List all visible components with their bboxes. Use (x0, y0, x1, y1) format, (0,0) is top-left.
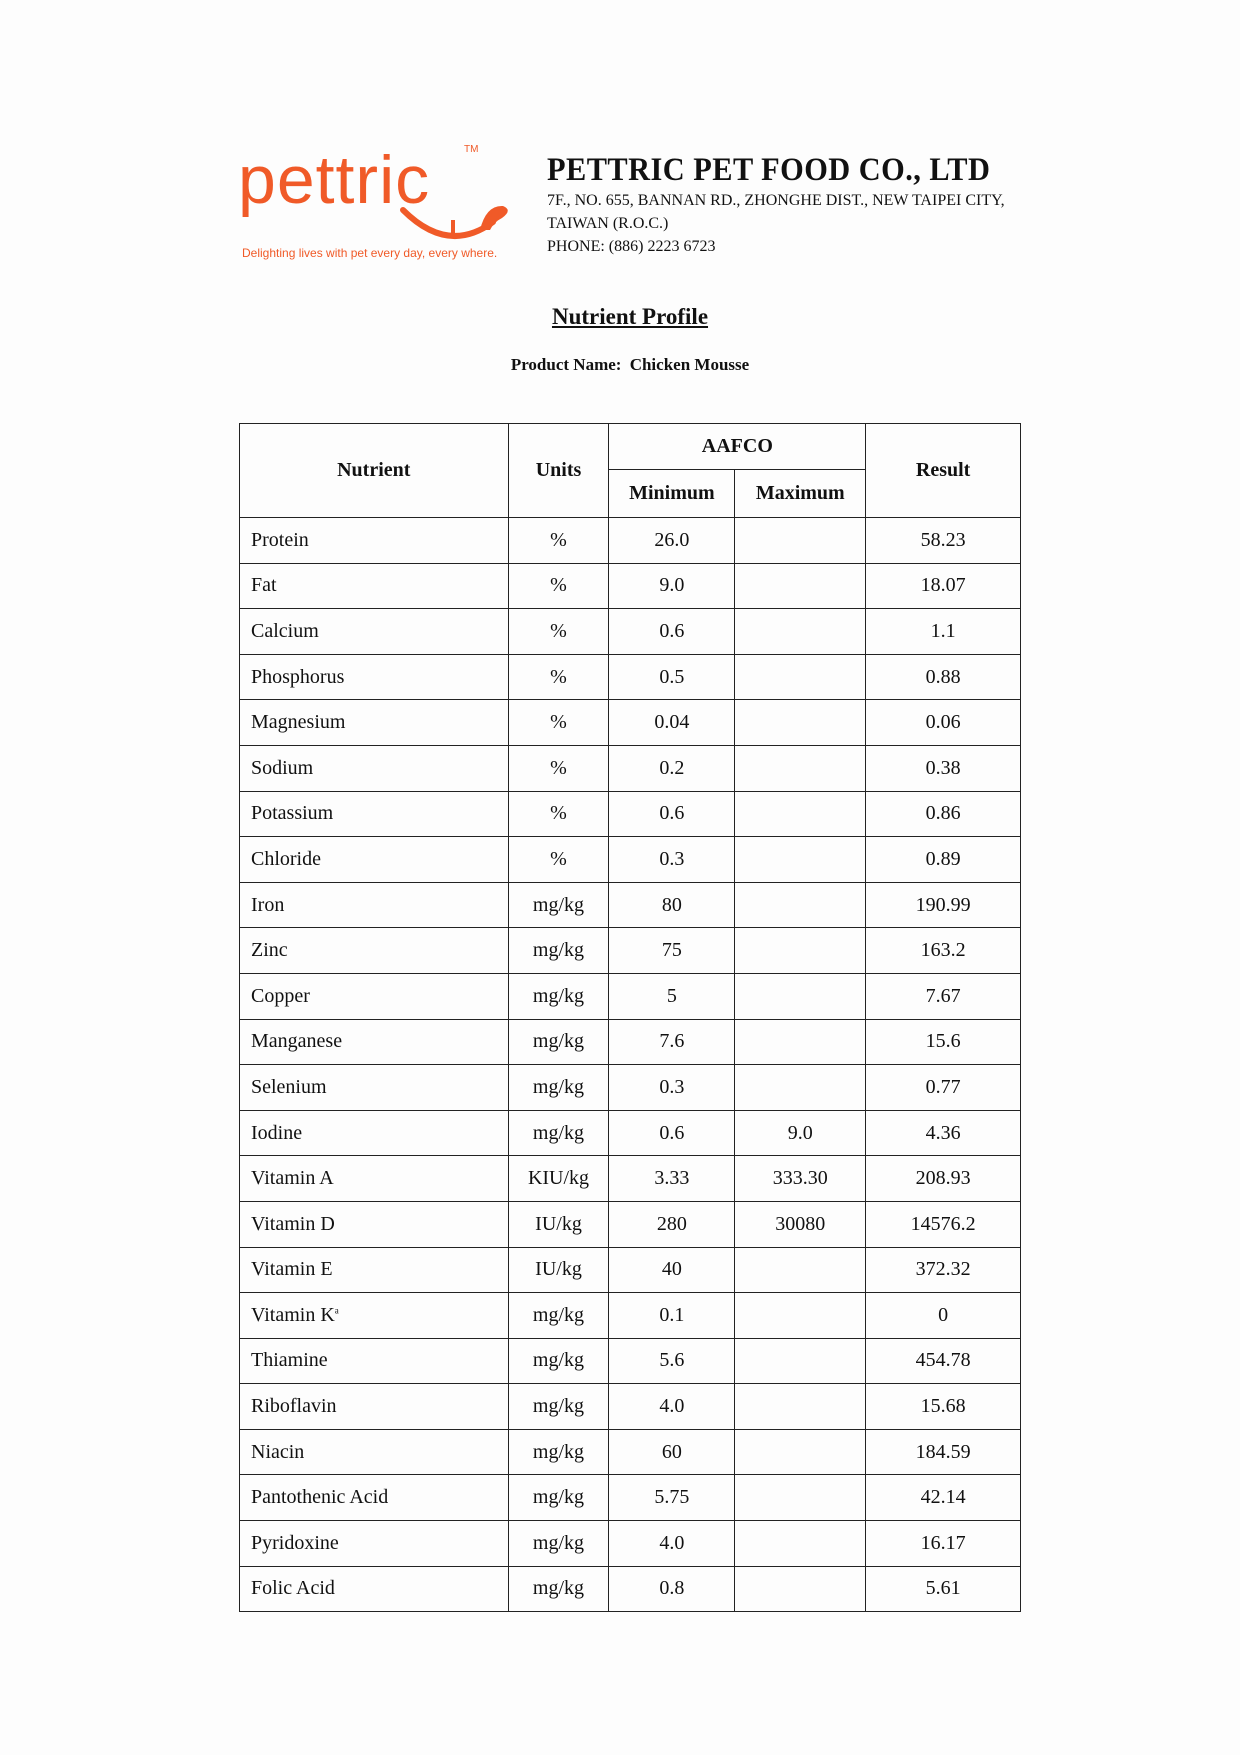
result-cell-text: 5.61 (925, 1577, 961, 1600)
units-cell-text: mg/kg (532, 1531, 585, 1554)
minimum-cell (609, 1065, 735, 1111)
table-row (240, 1384, 1021, 1430)
units-cell-text: mg/kg (532, 1121, 585, 1144)
minimum-cell-text: 7.6 (659, 1030, 685, 1053)
nutrient-cell-text: Iron (251, 893, 285, 916)
logo-tagline: Delighting lives with pet every day, every where. (242, 246, 498, 260)
units-cell (508, 745, 609, 791)
nutrient-cell (240, 837, 509, 883)
company-name: PETTRIC PET FOOD CO., LTD (547, 152, 991, 188)
result-cell (866, 1110, 1021, 1156)
units-cell (508, 563, 609, 609)
minimum-cell (609, 837, 735, 883)
maximum-cell (735, 1110, 866, 1156)
minimum-cell-text: 3.33 (654, 1167, 690, 1190)
maximum-cell (735, 1566, 866, 1612)
nutrient-cell (240, 609, 509, 655)
header-aafco: AAFCO (609, 424, 866, 470)
maximum-cell (735, 1065, 866, 1111)
table-row (240, 1475, 1021, 1521)
maximum-cell (735, 1429, 866, 1475)
minimum-cell (609, 882, 735, 928)
result-cell-text: 208.93 (915, 1167, 971, 1190)
result-cell-text: 7.67 (925, 984, 961, 1007)
units-cell-text: mg/kg (532, 1075, 585, 1098)
minimum-cell-text: 0.1 (659, 1303, 685, 1326)
nutrient-cell-text: Potassium (251, 802, 334, 825)
nutrient-cell (240, 1065, 509, 1111)
header-units: Units (508, 424, 609, 518)
nutrient-cell-text: Niacin (251, 1440, 305, 1463)
units-cell (508, 1566, 609, 1612)
result-cell-text: 4.36 (925, 1121, 961, 1144)
nutrient-cell (240, 1247, 509, 1293)
maximum-cell (735, 837, 866, 883)
units-cell-text: % (550, 756, 567, 779)
minimum-cell-text: 9.0 (659, 574, 685, 597)
minimum-cell (609, 700, 735, 746)
result-cell-text: 58.23 (920, 528, 966, 551)
result-cell-text: 15.68 (920, 1395, 966, 1418)
result-cell-text: 0.86 (925, 802, 961, 825)
result-cell (866, 563, 1021, 609)
maximum-cell (735, 1384, 866, 1430)
maximum-cell-text: 333.30 (772, 1167, 828, 1190)
table-row (240, 563, 1021, 609)
units-cell-text: KIU/kg (527, 1167, 590, 1190)
maximum-cell (735, 882, 866, 928)
nutrient-cell-text: Vitamin E (251, 1258, 333, 1281)
minimum-cell-text: 0.6 (659, 1121, 685, 1144)
units-cell-text: mg/kg (532, 1486, 585, 1509)
minimum-cell-text: 26.0 (654, 528, 690, 551)
nutrient-cell-text: Vitamin K (251, 1303, 335, 1326)
minimum-cell (609, 1110, 735, 1156)
maximum-cell (735, 518, 866, 564)
minimum-cell (609, 1338, 735, 1384)
maximum-cell (735, 1156, 866, 1202)
nutrient-cell (240, 1475, 509, 1521)
minimum-cell-text: 60 (661, 1440, 682, 1463)
maximum-cell (735, 700, 866, 746)
nutrient-cell (240, 1293, 509, 1339)
nutrient-cell (240, 1429, 509, 1475)
product-name-value: Chicken Mousse (629, 355, 750, 374)
table-row (240, 1566, 1021, 1612)
maximum-cell (735, 1293, 866, 1339)
minimum-cell-text: 75 (661, 939, 682, 962)
units-cell (508, 518, 609, 564)
result-cell-text: 18.07 (920, 574, 966, 597)
minimum-cell-text: 0.6 (659, 619, 685, 642)
result-cell (866, 1566, 1021, 1612)
table-row (240, 973, 1021, 1019)
nutrient-cell-text: Manganese (251, 1030, 343, 1053)
company-phone: PHONE: (886) 2223 6723 (547, 238, 716, 255)
result-cell (866, 1247, 1021, 1293)
result-cell (866, 928, 1021, 974)
minimum-cell (609, 1293, 735, 1339)
nutrient-cell (240, 973, 509, 1019)
maximum-cell (735, 654, 866, 700)
nutrient-cell-text: Calcium (251, 619, 319, 642)
minimum-cell (609, 1429, 735, 1475)
product-name (0, 355, 1240, 375)
units-cell-text: mg/kg (532, 1303, 585, 1326)
maximum-cell (735, 928, 866, 974)
result-cell (866, 700, 1021, 746)
units-cell (508, 791, 609, 837)
company-address-line1: 7F., NO. 655, BANNAN RD., ZHONGHE DIST., NEW TAIPEI CITY, (547, 192, 1005, 209)
table-row (240, 1110, 1021, 1156)
nutrient-cell (240, 563, 509, 609)
result-cell-text: 16.17 (920, 1531, 966, 1554)
maximum-cell (735, 1201, 866, 1247)
maximum-cell-text: 30080 (775, 1212, 826, 1235)
units-cell-text: mg/kg (532, 939, 585, 962)
nutrient-cell-text: Thiamine (251, 1349, 328, 1372)
nutrient-cell-text: Folic Acid (251, 1577, 335, 1600)
units-cell (508, 1475, 609, 1521)
maximum-cell (735, 1338, 866, 1384)
result-cell (866, 1293, 1021, 1339)
header-maximum: Maximum (735, 470, 866, 518)
company-info (547, 152, 1029, 258)
minimum-cell-text: 80 (661, 893, 682, 916)
nutrient-cell-text: Riboflavin (251, 1395, 337, 1418)
result-cell (866, 1475, 1021, 1521)
product-name-label: Product Name: (510, 355, 622, 374)
nutrient-cell-text: Fat (251, 574, 277, 597)
minimum-cell-text: 0.5 (659, 665, 685, 688)
table-row (240, 1429, 1021, 1475)
result-cell-text: 1.1 (930, 619, 956, 642)
result-cell (866, 791, 1021, 837)
table-row (240, 1156, 1021, 1202)
minimum-cell-text: 4.0 (659, 1531, 685, 1554)
minimum-cell (609, 1201, 735, 1247)
nutrient-cell-text: Zinc (251, 939, 288, 962)
nutrient-cell (240, 1521, 509, 1567)
table-row (240, 1293, 1021, 1339)
nutrient-cell (240, 1201, 509, 1247)
minimum-cell (609, 791, 735, 837)
result-cell (866, 518, 1021, 564)
maximum-cell (735, 1475, 866, 1521)
result-cell (866, 1521, 1021, 1567)
units-cell-text: IU/kg (535, 1212, 582, 1235)
result-cell-text: 454.78 (915, 1349, 971, 1372)
nutrient-cell (240, 654, 509, 700)
minimum-cell (609, 1247, 735, 1293)
minimum-cell-text: 5.75 (654, 1486, 690, 1509)
company-address-line2: TAIWAN (R.O.C.) (547, 215, 669, 232)
units-cell-text: mg/kg (532, 1030, 585, 1053)
table-row (240, 882, 1021, 928)
units-cell-text: % (550, 528, 567, 551)
units-cell (508, 1110, 609, 1156)
units-cell-text: % (550, 847, 567, 870)
minimum-cell (609, 1475, 735, 1521)
result-cell (866, 837, 1021, 883)
maximum-cell (735, 791, 866, 837)
nutrient-cell (240, 882, 509, 928)
maximum-cell (735, 563, 866, 609)
minimum-cell (609, 1521, 735, 1567)
result-cell-text: 0.06 (925, 711, 961, 734)
minimum-cell-text: 0.2 (659, 756, 685, 779)
document-title: Nutrient Profile (551, 304, 709, 329)
units-cell-text: mg/kg (532, 1395, 585, 1418)
minimum-cell-text: 0.6 (659, 802, 685, 825)
nutrient-cell (240, 1110, 509, 1156)
result-cell-text: 0 (938, 1303, 949, 1326)
result-cell-text: 184.59 (915, 1440, 971, 1463)
footnote-marker: a (334, 1305, 339, 1316)
units-cell (508, 1201, 609, 1247)
result-cell-text: 42.14 (920, 1486, 966, 1509)
units-cell-text: mg/kg (532, 1349, 585, 1372)
nutrient-cell (240, 518, 509, 564)
minimum-cell (609, 518, 735, 564)
minimum-cell-text: 40 (661, 1258, 682, 1281)
units-cell (508, 837, 609, 883)
maximum-cell (735, 609, 866, 655)
nutrient-cell-text: Magnesium (251, 711, 346, 734)
units-cell-text: % (550, 619, 567, 642)
minimum-cell (609, 609, 735, 655)
minimum-cell-text: 4.0 (659, 1395, 685, 1418)
units-cell (508, 654, 609, 700)
trademark-mark: TM (464, 144, 479, 155)
header-minimum: Minimum (609, 470, 735, 518)
nutrient-cell-text: Sodium (251, 756, 314, 779)
nutrient-cell-text: Protein (251, 528, 309, 551)
table-row (240, 1338, 1021, 1384)
minimum-cell (609, 654, 735, 700)
maximum-cell (735, 973, 866, 1019)
minimum-cell-text: 0.3 (659, 847, 685, 870)
table-row (240, 1065, 1021, 1111)
result-cell-text: 163.2 (920, 939, 966, 962)
units-cell (508, 1065, 609, 1111)
nutrient-cell (240, 791, 509, 837)
result-cell-text: 0.38 (925, 756, 961, 779)
minimum-cell-text: 0.8 (659, 1577, 685, 1600)
maximum-cell-text: 9.0 (787, 1121, 813, 1144)
minimum-cell-text: 5 (666, 984, 677, 1007)
table-row (240, 745, 1021, 791)
result-cell (866, 1201, 1021, 1247)
result-cell (866, 1384, 1021, 1430)
nutrient-cell (240, 1566, 509, 1612)
minimum-cell-text: 280 (656, 1212, 687, 1235)
units-cell-text: % (550, 802, 567, 825)
minimum-cell (609, 973, 735, 1019)
nutrient-cell-text: Copper (251, 984, 310, 1007)
nutrient-cell-text: Selenium (251, 1075, 327, 1098)
table-row (240, 1019, 1021, 1065)
units-cell (508, 1429, 609, 1475)
result-cell (866, 1065, 1021, 1111)
result-cell (866, 1019, 1021, 1065)
result-cell-text: 0.88 (925, 665, 961, 688)
units-cell (508, 973, 609, 1019)
table-row (240, 791, 1021, 837)
table-row (240, 518, 1021, 564)
result-cell (866, 609, 1021, 655)
maximum-cell (735, 1019, 866, 1065)
minimum-cell-text: 0.3 (659, 1075, 685, 1098)
nutrient-cell-text: Vitamin A (251, 1167, 334, 1190)
result-cell (866, 654, 1021, 700)
minimum-cell (609, 1566, 735, 1612)
result-cell (866, 745, 1021, 791)
nutrient-cell-text: Pantothenic Acid (251, 1486, 389, 1509)
units-cell (508, 1247, 609, 1293)
minimum-cell (609, 1019, 735, 1065)
units-cell (508, 1019, 609, 1065)
table-row (240, 1247, 1021, 1293)
units-cell-text: % (550, 711, 567, 734)
nutrient-cell (240, 700, 509, 746)
nutrient-cell (240, 1338, 509, 1384)
smile-tongue-icon (398, 200, 513, 250)
nutrient-cell-text: Pyridoxine (251, 1531, 339, 1554)
table-row (240, 837, 1021, 883)
result-cell-text: 0.89 (925, 847, 961, 870)
nutrient-cell-text: Phosphorus (251, 665, 345, 688)
units-cell (508, 928, 609, 974)
result-cell (866, 973, 1021, 1019)
table-row (240, 654, 1021, 700)
units-cell (508, 1384, 609, 1430)
result-cell-text: 190.99 (915, 893, 971, 916)
table-row (240, 1201, 1021, 1247)
result-cell-text: 0.77 (925, 1075, 961, 1098)
minimum-cell-text: 5.6 (659, 1349, 685, 1372)
result-cell (866, 1156, 1021, 1202)
maximum-cell (735, 1521, 866, 1567)
maximum-cell (735, 1247, 866, 1293)
maximum-cell (735, 745, 866, 791)
minimum-cell (609, 928, 735, 974)
units-cell-text: % (550, 574, 567, 597)
units-cell-text: mg/kg (532, 1577, 585, 1600)
minimum-cell (609, 1156, 735, 1202)
nutrient-cell (240, 1156, 509, 1202)
units-cell (508, 1293, 609, 1339)
result-cell (866, 882, 1021, 928)
minimum-cell-text: 0.04 (654, 711, 690, 734)
result-cell-text: 372.32 (915, 1258, 971, 1281)
table-row (240, 700, 1021, 746)
table-row (240, 928, 1021, 974)
nutrient-cell-text: Chloride (251, 847, 321, 870)
nutrient-cell-text: Iodine (251, 1121, 303, 1144)
nutrient-cell (240, 745, 509, 791)
table-row (240, 1521, 1021, 1567)
result-cell-text: 15.6 (925, 1030, 961, 1053)
units-cell-text: mg/kg (532, 984, 585, 1007)
units-cell-text: mg/kg (532, 893, 585, 916)
units-cell-text: mg/kg (532, 1440, 585, 1463)
units-cell (508, 1156, 609, 1202)
units-cell-text: IU/kg (535, 1258, 582, 1281)
minimum-cell (609, 745, 735, 791)
result-cell (866, 1338, 1021, 1384)
header-result: Result (866, 424, 1021, 518)
units-cell (508, 882, 609, 928)
result-cell-text: 14576.2 (910, 1212, 976, 1235)
units-cell (508, 1338, 609, 1384)
units-cell (508, 1521, 609, 1567)
result-cell (866, 1429, 1021, 1475)
nutrient-cell (240, 1019, 509, 1065)
units-cell (508, 700, 609, 746)
header-nutrient: Nutrient (240, 424, 509, 518)
nutrient-cell (240, 1384, 509, 1430)
nutrient-table (239, 423, 1021, 1612)
nutrient-cell-text: Vitamin D (251, 1212, 335, 1235)
units-cell-text: % (550, 665, 567, 688)
units-cell (508, 609, 609, 655)
minimum-cell (609, 563, 735, 609)
table-row (240, 609, 1021, 655)
logo-wordmark: pettric (238, 142, 431, 218)
pettric-logo (238, 140, 518, 265)
nutrient-cell (240, 928, 509, 974)
minimum-cell (609, 1384, 735, 1430)
